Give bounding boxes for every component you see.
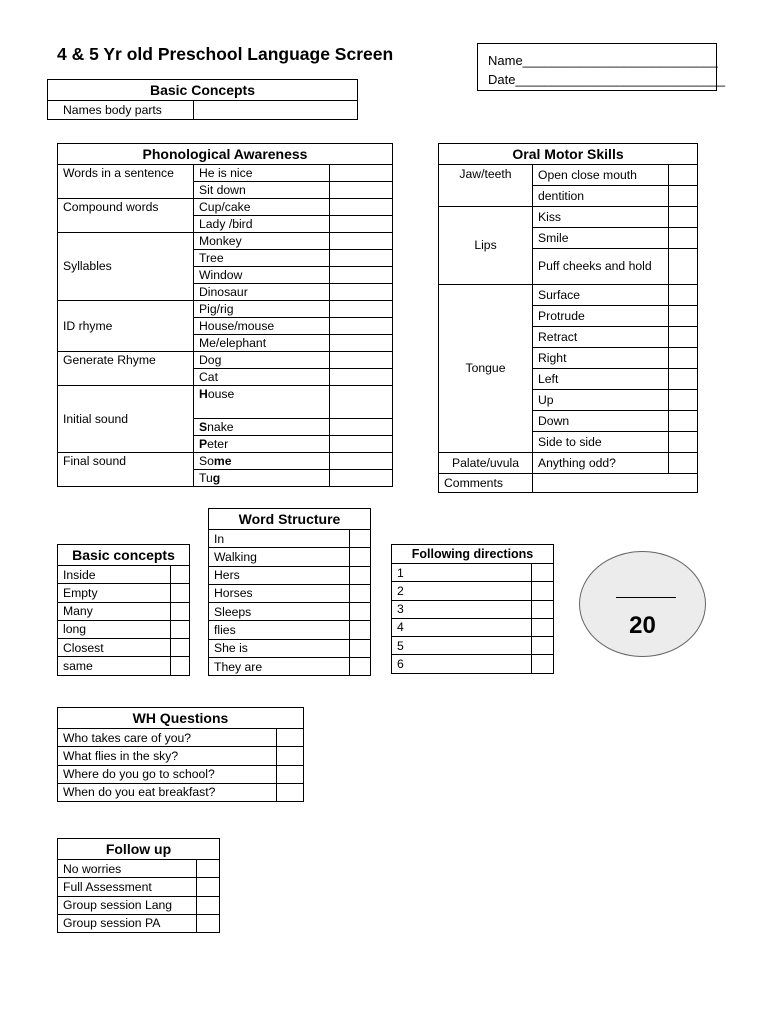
score-cell[interactable] [669,453,698,474]
pa-item [194,453,330,470]
score-cell[interactable] [330,352,393,369]
pa-item-tree: Tree [194,250,330,267]
phonological-awareness-title: Phonological Awareness [58,144,393,165]
page-title: 4 & 5 Yr old Preschool Language Screen [57,44,394,64]
om-category-palate-uvula: Palate/uvula [439,453,533,474]
comments-field[interactable] [533,474,698,493]
direction-item-3: 3 [392,600,532,618]
score-cell[interactable] [330,386,393,419]
score-cell[interactable] [669,228,698,249]
wh-question-where-do-you-go-to-school: Where do you go to school? [58,765,277,783]
follow-up-option-group-session-pa: Group session PA [58,914,197,932]
om-item-kiss: Kiss [533,207,669,228]
om-item-up: Up [533,390,669,411]
score-cell[interactable] [197,914,220,932]
score-cell[interactable] [350,603,371,621]
om-item-side-to-side: Side to side [533,432,669,453]
pa-item-pig-rig: Pig/rig [194,301,330,318]
score-cell[interactable] [669,306,698,327]
word-structure-item-walking: Walking [209,548,350,566]
score-cell[interactable] [532,655,554,673]
om-item-anything-odd: Anything odd? [533,453,669,474]
following-directions-title: Following directions [392,545,554,564]
score-cell[interactable] [350,566,371,584]
score-cell[interactable] [330,165,393,182]
score-cell[interactable] [669,186,698,207]
pa-item-bold-letters: S [199,419,208,434]
score-cell[interactable] [350,584,371,602]
pa-item-house-mouse: House/mouse [194,318,330,335]
pa-item-bold-letters: P [199,436,208,451]
pa-item-monkey: Monkey [194,233,330,250]
wh-question-who-takes-care-of-you: Who takes care of you? [58,729,277,747]
score-cell[interactable] [277,765,304,783]
oral-motor-skills-table [438,143,698,493]
names-body-parts-label: Names body parts [48,101,194,120]
basic-concepts-item-long: long [58,620,171,638]
basic-concepts-item-closest: Closest [58,639,171,657]
word-structure-item-flies: flies [209,621,350,639]
direction-item-1: 1 [392,564,532,582]
pa-item-dinosaur: Dinosaur [194,284,330,301]
pa-category-syllables: Syllables [58,233,194,301]
om-item-dentition: dentition [533,186,669,207]
pa-item [194,386,330,419]
pa-item [194,419,330,436]
score-cell[interactable] [330,470,393,487]
word-structure-item-hers: Hers [209,566,350,584]
wh-question-when-do-you-eat-breakfast: When do you eat breakfast? [58,783,277,801]
word-structure-table [208,508,371,676]
pa-item-cup-cake: Cup/cake [194,199,330,216]
om-category-jaw-teeth: Jaw/teeth [439,165,533,207]
score-cell[interactable] [330,436,393,453]
basic-concepts-table [57,544,190,676]
pa-item-dog: Dog [194,352,330,369]
score-cell[interactable] [669,249,698,285]
direction-item-2: 2 [392,582,532,600]
basic-concepts-item-inside: Inside [58,566,171,584]
wh-question-what-flies-in-the-sky: What flies in the sky? [58,747,277,765]
pa-item-cat: Cat [194,369,330,386]
pa-item-text: So [199,453,214,468]
follow-up-option-no-worries: No worries [58,860,197,878]
pa-item [194,470,330,487]
wh-questions-table [57,707,304,802]
direction-item-4: 4 [392,618,532,636]
om-item-retract: Retract [533,327,669,348]
pa-category-words-in-a-sentence: Words in a sentence [58,165,194,199]
score-cell[interactable] [532,564,554,582]
score-cell[interactable] [669,348,698,369]
om-item-open-close-mouth: Open close mouth [533,165,669,186]
om-item-protrude: Protrude [533,306,669,327]
om-item-smile: Smile [533,228,669,249]
score-cell[interactable] [330,318,393,335]
score-cell[interactable] [350,621,371,639]
basic-concepts-item-same: same [58,657,171,675]
pa-item-text: ouse [207,387,235,401]
score-cell[interactable] [197,878,220,896]
wh-questions-title: WH Questions [58,708,304,729]
score-cell[interactable] [277,729,304,747]
pa-item-bold-letters: me [213,453,232,468]
basic-concepts-item-empty: Empty [58,584,171,602]
pa-category-final-sound: Final sound [58,453,194,487]
score-cell[interactable] [171,566,190,584]
score-cell[interactable] [197,896,220,914]
pa-item-he-is-nice: He is nice [194,165,330,182]
score-cell[interactable] [669,411,698,432]
oral-motor-skills-title: Oral Motor Skills [439,144,698,165]
pa-item-window: Window [194,267,330,284]
score-cell[interactable] [669,327,698,348]
score-blank-line[interactable] [616,597,676,598]
om-item-left: Left [533,369,669,390]
score-cell[interactable] [350,639,371,657]
score-cell[interactable] [669,207,698,228]
basic-concepts-title: Basic concepts [58,545,190,566]
pa-item-bold-letters: g [212,470,221,485]
score-cell[interactable] [350,658,371,676]
word-structure-item-horses: Horses [209,584,350,602]
score-cell[interactable] [330,369,393,386]
score-cell[interactable] [330,216,393,233]
pa-category-generate-rhyme: Generate Rhyme [58,352,194,386]
follow-up-title: Follow up [58,839,220,860]
score-cell[interactable] [330,335,393,352]
score-cell[interactable] [330,453,393,470]
pa-category-compound-words: Compound words [58,199,194,233]
om-item-surface: Surface [533,285,669,306]
score-cell[interactable] [330,250,393,267]
basic-concepts-top-table [47,79,358,120]
score-circle [579,551,706,657]
phonological-awareness-table [57,143,393,487]
score-cell[interactable] [330,284,393,301]
score-cell[interactable] [532,582,554,600]
score-cell[interactable] [171,584,190,602]
pa-item-lady-bird: Lady /bird [194,216,330,233]
name-date-box [477,43,726,91]
score-cell[interactable] [350,548,371,566]
follow-up-option-full-assessment: Full Assessment [58,878,197,896]
pa-item-me-elephant: Me/elephant [194,335,330,352]
pa-item-text: nake [207,419,234,434]
score-cell[interactable] [330,233,393,250]
score-cell[interactable] [532,600,554,618]
direction-item-6: 6 [392,655,532,673]
om-item-right: Right [533,348,669,369]
score-cell[interactable] [277,783,304,801]
follow-up-table [57,838,220,933]
pa-item-text: eter [207,436,229,451]
score-cell[interactable] [194,101,358,120]
score-cell[interactable] [532,618,554,636]
score-cell[interactable] [171,620,190,638]
basic-concepts-item-many: Many [58,602,171,620]
basic-concepts-top-title: Basic Concepts [48,80,358,101]
pa-category-initial-sound: Initial sound [58,386,194,453]
score-cell[interactable] [330,267,393,284]
score-cell[interactable] [669,390,698,411]
om-item-down: Down [533,411,669,432]
word-structure-item-they-are: They are [209,658,350,676]
score-cell[interactable] [171,602,190,620]
word-structure-item-she-is: She is [209,639,350,657]
score-cell[interactable] [277,747,304,765]
follow-up-option-group-session-lang: Group session Lang [58,896,197,914]
score-cell[interactable] [330,419,393,436]
score-cell[interactable] [669,369,698,390]
comments-label: Comments [439,474,533,493]
score-cell[interactable] [330,199,393,216]
pa-item-bold-letters: H [199,387,208,401]
word-structure-item-sleeps: Sleeps [209,603,350,621]
direction-item-5: 5 [392,637,532,655]
pa-item-sit-down: Sit down [194,182,330,199]
pa-category-id-rhyme: ID rhyme [58,301,194,352]
om-item-puff-cheeks-and-hold: Puff cheeks and hold [533,249,669,285]
score-cell[interactable] [669,165,698,186]
name-field[interactable]: Name___________________________ [488,53,718,68]
word-structure-title: Word Structure [209,509,371,530]
score-cell[interactable] [330,301,393,318]
score-cell[interactable] [669,285,698,306]
following-directions-table [391,544,554,674]
om-category-tongue: Tongue [439,285,533,453]
score-cell[interactable] [330,182,393,199]
om-category-lips: Lips [439,207,533,285]
score-cell[interactable] [171,639,190,657]
word-structure-item-in: In [209,530,350,548]
score-cell[interactable] [669,432,698,453]
score-cell[interactable] [197,860,220,878]
score-cell[interactable] [532,637,554,655]
date-field[interactable]: Date_____________________________ [488,72,726,87]
score-cell[interactable] [171,657,190,675]
pa-item-text: Tu [199,470,213,485]
score-total: 20 [629,612,656,639]
pa-item [194,436,330,453]
score-cell[interactable] [350,530,371,548]
